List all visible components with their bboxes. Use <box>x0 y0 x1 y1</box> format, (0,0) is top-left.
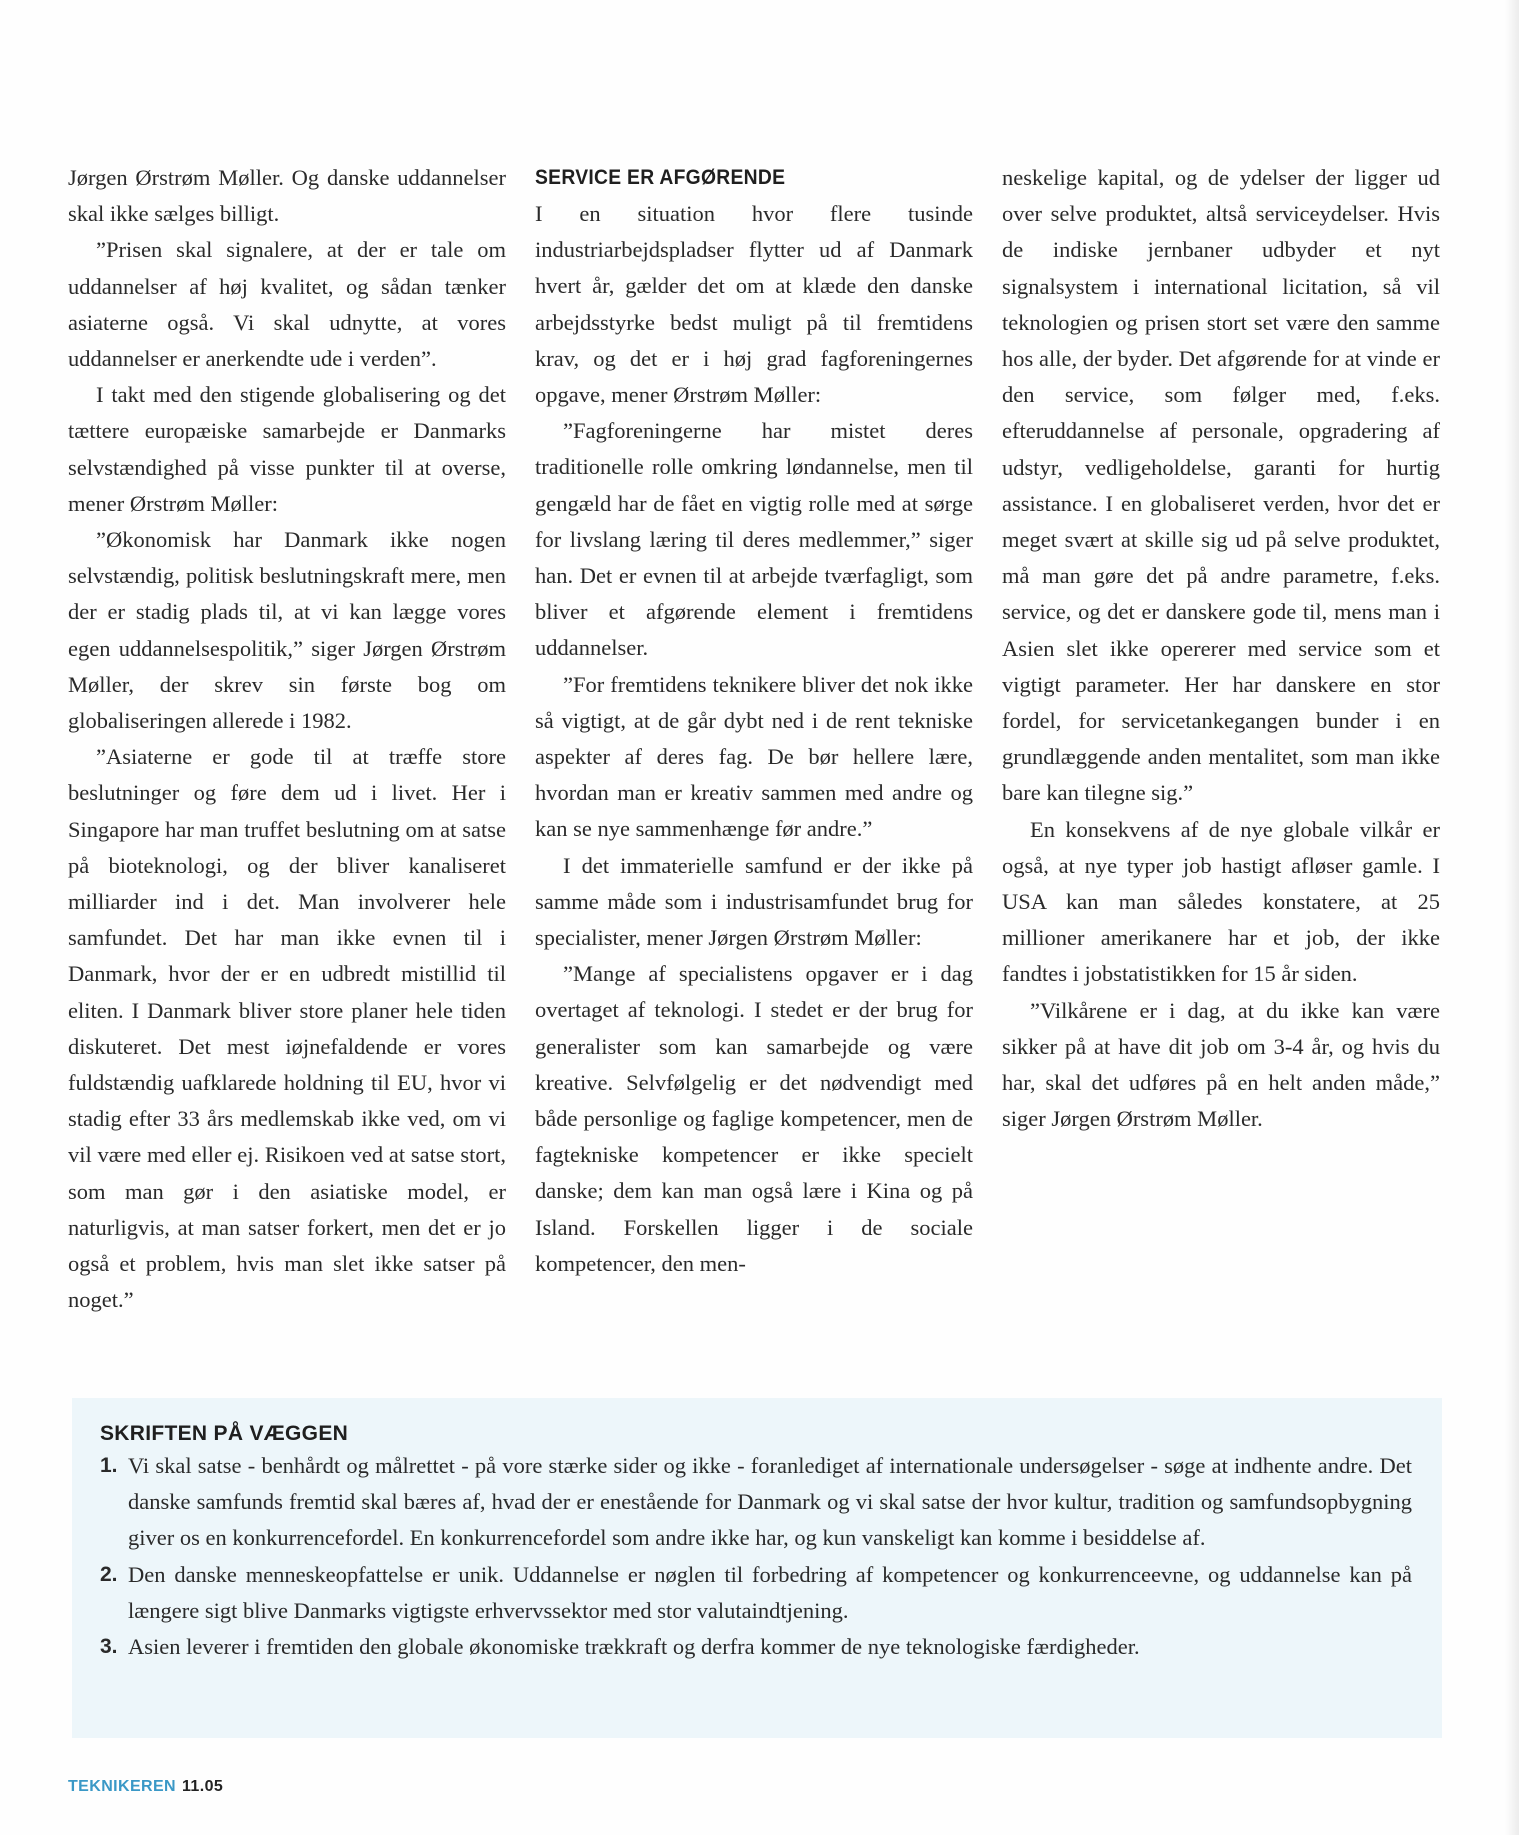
item-text: Den danske menneskeopfattelse er unik. Uddannelse er nøglen til forbedring af kompetencer og konkurrenceevne, og uddannelse kan på længere sigt blive Danmarks vigtigste erhvervssektor med stor valutaindtjening. <box>128 1561 1412 1623</box>
paragraph: ”Fagforeningerne har mistet deres traditionelle rolle omkring løndannelse, men til gengæld har de fået en vigtig rolle med at sørge for livslang læring til deres medlemmer,” siger han. Det er evnen til at arbejde tværfagligt, som bliver et afgørende element i fremtidens uddannelser. <box>535 418 973 661</box>
article-column-2 <box>535 160 973 1282</box>
article-column-3 <box>1002 160 1440 1137</box>
paragraph: ”Mange af specialistens opgaver er i dag overtaget af teknologi. I stedet er der brug for generalister som kan samarbejde og være kreative. Selvfølgelig er det nødvendigt med både personlige og faglige kompetencer, men de fagtekniske kompetencer er ikke specielt danske; dem kan man også lære i Kina og på Island. Forskellen ligger i de sociale kompetencer, den men- <box>535 961 973 1276</box>
paragraph: neskelige kapital, og de ydelser der ligger ud over selve produktet, altså serviceydelser. Hvis de indiske jernbaner udbyder et nyt signalsystem i international licitation, så vil teknologien og prisen stort set være den samme hos alle, der byder. Det afgørende for at vinde er den service, som følger med, f.eks. efteruddannelse af personale, opgradering af udstyr, vedligeholdelse, garanti for hurtig assistance. I en globaliseret verden, hvor det er meget svært at skille sig ud på selve produktet, må man gøre det på andre parametre, f.eks. service, og det er danskere gode til, mens man i Asien slet ikke opererer med service som et vigtigt parameter. Her har danskere en stor fordel, for servicetankegangen bunder i en grundlæggende anden mentalitet, som man ikke bare kan tilegne sig.” <box>1002 165 1440 806</box>
list-item <box>100 1557 1412 1629</box>
paragraph: ”Vilkårene er i dag, at du ikke kan være sikker på at have dit job om 3-4 år, og hvis du har, skal det udføres på en helt anden måde,” siger Jørgen Ørstrøm Møller. <box>1002 997 1440 1132</box>
box-list <box>100 1448 1412 1665</box>
paragraph: ”For fremtidens teknikere bliver det nok ikke så vigtigt, at de går dybt ned i de rent tekniske aspekter af deres fag. De bør hellere lære, hvordan man er kreativ sammen med andre og kan se nye sammenhænge før andre.” <box>535 671 973 842</box>
list-item <box>100 1448 1412 1557</box>
list-item <box>100 1629 1412 1665</box>
page-footer <box>68 1778 223 1796</box>
paragraph: ”Prisen skal signalere, at der er tale om uddannelser af høj kvalitet, og sådan tænker asiaterne også. Vi skal udnytte, at vores uddannelser er anerkendte ude i verden”. <box>68 237 506 372</box>
item-text: Vi skal satse - benhårdt og målrettet - på vore stærke sider og ikke - foranlediget af internationale undersøgelser - søge at indhente andre. Det danske samfunds fremtid skal bæres af, hvad der er enestående for Danmark og vi skal satse der hvor kultur, tradition og samfundsopbygning giver os en konkurrencefordel. En konkurrencefordel som andre ikke har, og kun vanskeligt kan komme i besiddelse af. <box>128 1453 1412 1551</box>
sidebar-box <box>72 1398 1442 1738</box>
paragraph: I en situation hvor flere tusinde industriarbejdspladser flytter ud af Danmark hvert år, gælder det om at klæde den danske arbejdsstyrke bedst muligt på til fremtidens krav, og det er i høj grad fagforeningernes opgave, mener Ørstrøm Møller: <box>535 201 973 408</box>
article-column-1 <box>68 160 506 1319</box>
paragraph: ”Asiaterne er gode til at træffe store beslutninger og føre dem ud i livet. Her i Singapore har man truffet beslutning om at satse på bioteknologi, og der bliver kanaliseret milliarder ind i det. Man involverer hele samfundet. Det har man ikke evnen til i Danmark, hvor der er en udbredt mistillid til eliten. I Danmark bliver store planer hele tiden diskuteret. Det mest iøjnefaldende er vores fuldstændig uafklarede holdning til EU, hvor vi stadig efter 33 års medlemskab ikke ved, om vi vil være med eller ej. Risikoen ved at satse stort, som man gør i den asiatiske model, er naturligvis, at man satser forkert, men det er jo også et problem, hvis man slet ikke satser på noget.” <box>68 744 506 1313</box>
item-number: 1. <box>100 1454 118 1477</box>
box-title: SKRIFTEN PÅ VÆGGEN <box>100 1422 349 1445</box>
paragraph: I takt med den stigende globalisering og det tættere europæiske samarbejde er Danmarks selvstændighed på visse punkter til at overse, mener Ørstrøm Møller: <box>68 382 506 516</box>
paragraph: Jørgen Ørstrøm Møller. Og danske uddannelser skal ikke sælges billigt. <box>68 165 506 227</box>
item-number: 3. <box>100 1635 118 1659</box>
paragraph: En konsekvens af de nye globale vilkår er også, at nye typer job hastigt afløser gamle. I USA kan man således konstatere, at 25 millioner amerikanere har et job, der ikke fandtes i jobstatistikken for 15 år siden. <box>1002 816 1440 987</box>
magazine-name: TEKNIKEREN <box>68 1778 177 1795</box>
issue-number: 11.05 <box>182 1778 224 1795</box>
item-text: Asien leverer i fremtiden den globale økonomiske trækkraft og derfra kommer de nye teknologiske færdigheder. <box>128 1634 1140 1660</box>
item-number: 2. <box>100 1562 118 1586</box>
paragraph: ”Økonomisk har Danmark ikke nogen selvstændig, politisk beslutningskraft mere, men der er stadig plads til, at vi kan lægge vores egen uddannelsespolitik,” siger Jørgen Ørstrøm Møller, der skrev sin første bog om globaliseringen allerede i 1982. <box>68 527 506 734</box>
page-edge <box>1505 0 1519 1835</box>
section-heading: SERVICE ER AFGØRENDE <box>535 166 786 189</box>
paragraph: I det immaterielle samfund er der ikke på samme måde som i industrisamfundet brug for specialister, mener Jørgen Ørstrøm Møller: <box>535 852 973 951</box>
